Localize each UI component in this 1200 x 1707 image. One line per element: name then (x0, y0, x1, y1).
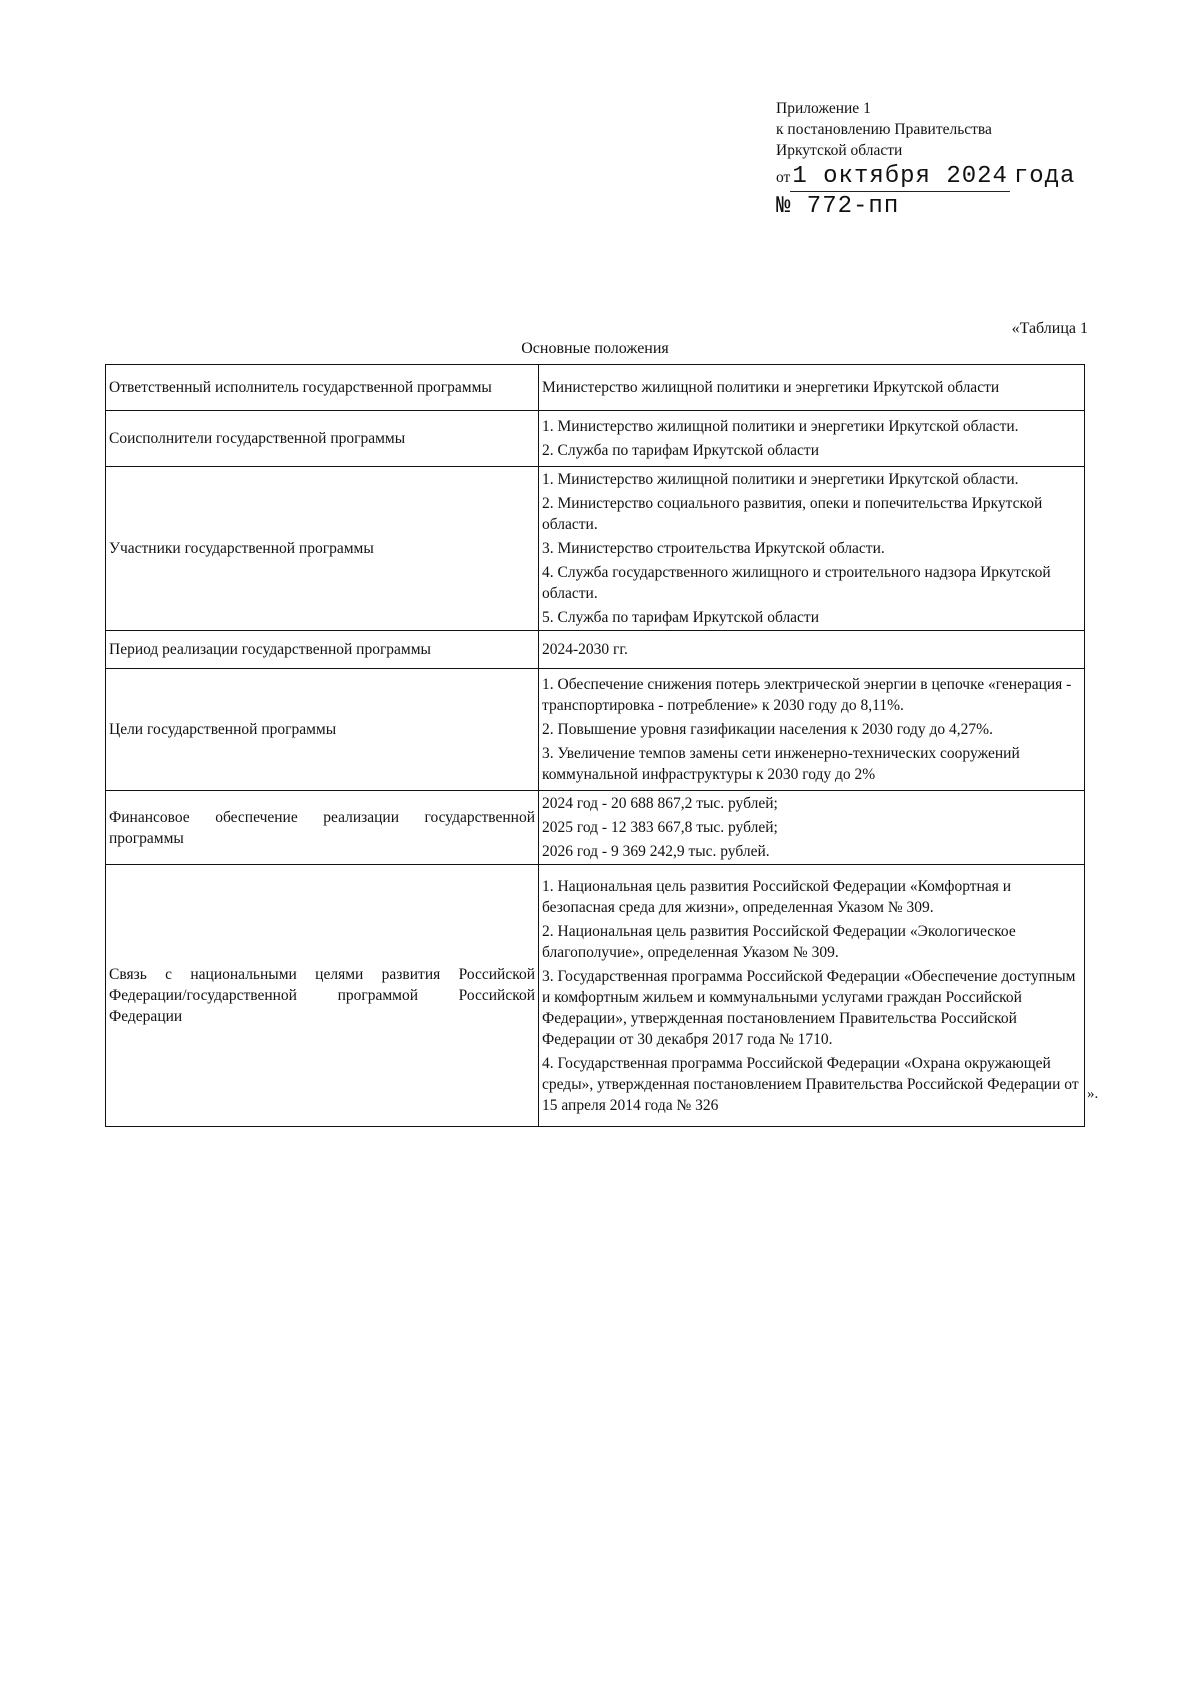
table-row (106, 791, 1085, 865)
value-item: 4. Государственная программа Российской Федерации «Охрана окружающей среды», утвержденная постановлением Правительства Российской Федерации от 15 апреля 2014 года № 326 (542, 1054, 1079, 1114)
table-row (106, 631, 1085, 669)
value-item: 2026 год - 9 369 242,9 тыс. рублей. (542, 843, 770, 860)
row-value (539, 365, 1085, 411)
value-item: 2024-2030 гг. (542, 641, 628, 658)
date-value: 1 октября 2024 (792, 163, 1008, 190)
row-value (539, 669, 1085, 791)
row-value (539, 467, 1085, 631)
appendix-line-2: к постановлению Правительства (776, 121, 992, 138)
value-item: 1. Обеспечение снижения потерь электрической энергии в цепочке «генерация - транспортировка - потребление» к 2030 году до 8,11%. (542, 676, 1072, 714)
table-row (106, 411, 1085, 467)
table-row (106, 865, 1085, 1127)
row-name: Соисполнители государственной программы (106, 411, 539, 467)
value-item: 2. Национальная цель развития Российской Федерации «Экологическое благополучие», определенная Указом № 309. (542, 922, 1016, 961)
value-item: 3. Государственная программа Российской Федерации «Обеспечение доступным и комфортным жильем и коммунальными услугами граждан Российской Федерации», утвержденная постановлением Правительства Российской Федерации от 30 декабря 2017 года № 1710. (542, 967, 1076, 1048)
row-name: Участники государственной программы (106, 467, 539, 631)
row-value (539, 631, 1085, 669)
row-name: Финансовое обеспечение реализации государственной программы (106, 791, 539, 865)
appendix-line-1: Приложение 1 (776, 100, 871, 117)
table-row (106, 467, 1085, 631)
row-name: Период реализации государственной программы (106, 631, 539, 669)
value-item: 3. Министерство строительства Иркутской области. (542, 540, 885, 557)
row-value (539, 865, 1085, 1127)
row-value (539, 411, 1085, 467)
value-item: 5. Служба по тарифам Иркутской области (542, 609, 820, 626)
value-item: Министерство жилищной политики и энергетики Иркутской области (542, 379, 1000, 396)
value-item: 1. Национальная цель развития Российской Федерации «Комфортная и безопасная среда для жизни», определенная Указом № 309. (542, 877, 1012, 916)
table-title: Основные положения (521, 340, 669, 357)
table-row (106, 669, 1085, 791)
row-name: Цели государственной программы (106, 669, 539, 791)
row-value (539, 791, 1085, 865)
closing-quote: ». (1087, 1086, 1099, 1102)
value-item: 1. Министерство жилищной политики и энергетики Иркутской области. (542, 418, 1019, 435)
value-item: 2. Повышение уровня газификации населения к 2030 году до 4,27%. (542, 721, 993, 738)
table-row (106, 365, 1085, 411)
appendix-line-3: Иркутской области (776, 142, 903, 159)
decree-number: № 772-пп (776, 193, 900, 220)
value-item: 2. Служба по тарифам Иркутской области (542, 442, 820, 459)
row-name: Связь с национальными целями развития Российской Федерации/государственной программой Российской Федерации (106, 865, 539, 1127)
decree-date (776, 163, 1156, 192)
row-name: Ответственный исполнитель государственной программы (106, 365, 539, 411)
value-item: 1. Министерство жилищной политики и энергетики Иркутской области. (542, 471, 1019, 488)
value-item: 4. Служба государственного жилищного и строительного надзора Иркутской области. (542, 564, 1051, 602)
value-item: 3. Увеличение темпов замены сети инженерно-технических сооружений коммунальной инфраструктуры к 2030 году до 2% (542, 745, 1020, 783)
value-item: 2025 год - 12 383 667,8 тыс. рублей; (542, 819, 778, 836)
value-item: 2. Министерство социального развития, опеки и попечительства Иркутской области. (542, 495, 1043, 533)
date-suffix: года (1013, 163, 1076, 190)
date-prefix: от (776, 169, 791, 186)
main-provisions-table (105, 364, 1085, 1127)
value-item: 2024 год - 20 688 867,2 тыс. рублей; (542, 795, 778, 812)
appendix-header (776, 98, 1156, 222)
table-label: «Таблица 1 (1011, 320, 1088, 337)
